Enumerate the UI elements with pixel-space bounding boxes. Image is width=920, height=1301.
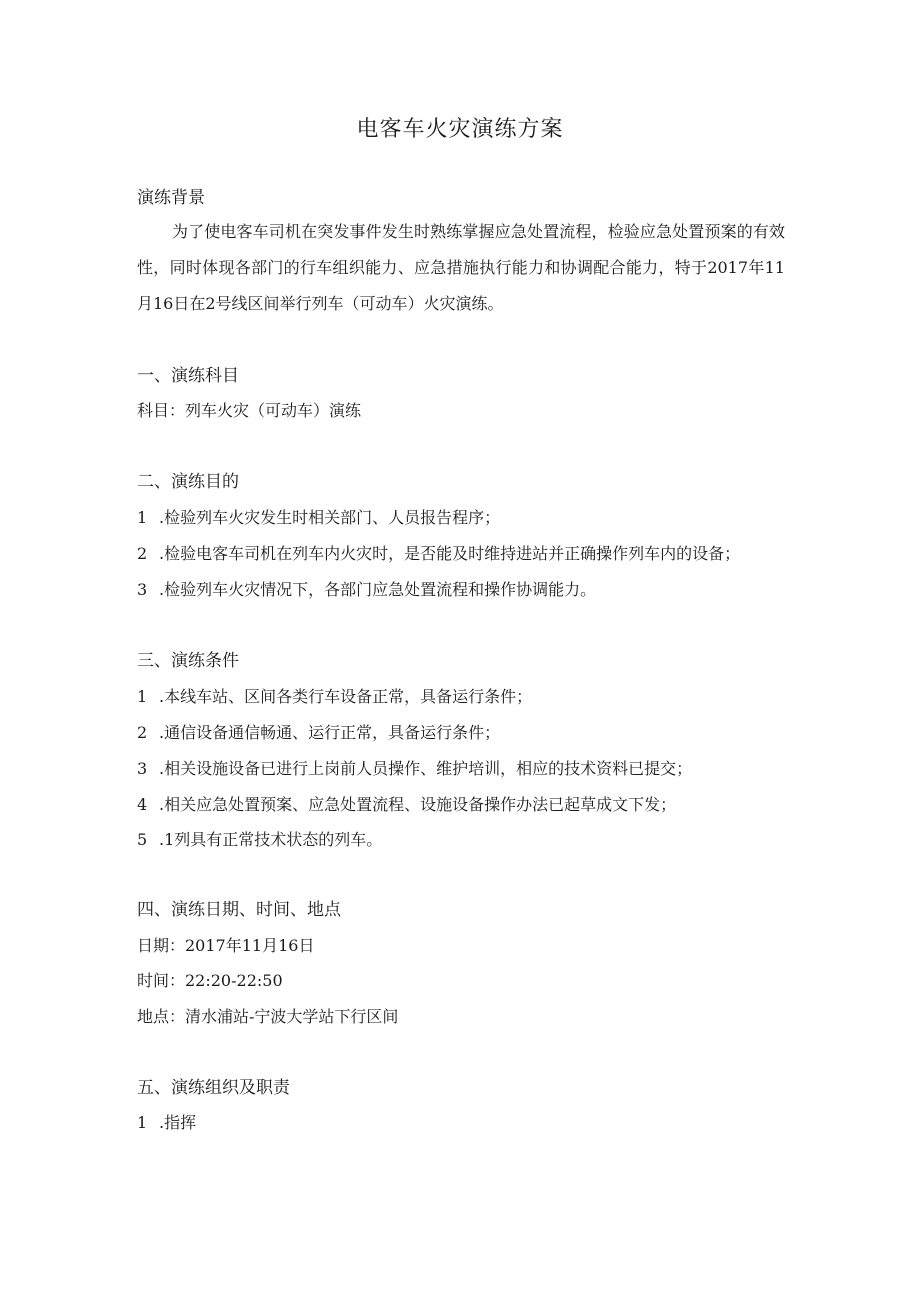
list-item-number: 3 [137,580,148,599]
list-item [137,723,500,743]
list-item [137,580,596,600]
list-item-number: 1 [137,687,148,706]
background-paragraph: 为了使电客车司机在突发事件发生时熟练掌握应急处置流程，检验应急处置预案的有效性，同时体现各部门的行车组织能力、应急措施执行能力和协调配合能力，特于2017年11月16日在2号线区间举行列车（可动车）火灾演练。 [137,222,785,313]
list-item-number: 5 [137,830,148,849]
drill-date: 日期：2017年11月16日 [137,936,315,955]
list-item-text: .相关设施设备已进行上岗前人员操作、维护培训，相应的技术资料已提交； [159,759,693,778]
list-item [137,1113,196,1133]
section5-heading: 五、演练组织及职责 [137,1078,290,1098]
list-item [137,759,692,779]
section1-heading: 一、演练科目 [137,366,239,386]
list-item-number: 4 [137,795,148,814]
list-item-number: 2 [137,544,148,563]
list-item-text: .本线车站、区间各类行车设备正常，具备运行条件； [159,687,533,706]
section1-subject: 科目：列车火灾（可动车）演练 [137,401,362,420]
list-item [137,687,532,707]
section4-heading: 四、演练日期、时间、地点 [137,900,341,920]
list-item-number: 1 [137,1113,148,1132]
list-item-number: 2 [137,723,148,742]
list-item-text: .指挥 [159,1113,197,1132]
list-item-number: 1 [137,508,148,527]
list-item [137,544,740,564]
list-item [137,830,382,850]
list-item-text: .检验列车火灾情况下，各部门应急处置流程和操作协调能力。 [159,580,597,599]
document-title: 电客车火灾演练方案 [356,117,564,142]
list-item-text: .检验列车火灾发生时相关部门、人员报告程序； [159,508,501,527]
list-item-number: 3 [137,759,148,778]
list-item-text: .通信设备通信畅通、运行正常，具备运行条件； [159,723,501,742]
drill-place: 地点：清水浦站-宁波大学站下行区间 [137,1007,399,1026]
list-item [137,508,500,528]
section3-heading: 三、演练条件 [137,651,239,671]
section2-heading: 二、演练目的 [137,472,239,492]
background-heading: 演练背景 [137,188,205,208]
drill-time: 时间：22:20-22:50 [137,971,283,990]
list-item-text: .检验电客车司机在列车内火灾时，是否能及时维持进站并正确操作列车内的设备； [159,544,741,563]
list-item-text: .相关应急处置预案、应急处置流程、设施设备操作办法已起草成文下发； [159,795,677,814]
list-item-text: .1列具有正常技术状态的列车。 [159,830,383,849]
list-item [137,795,676,815]
